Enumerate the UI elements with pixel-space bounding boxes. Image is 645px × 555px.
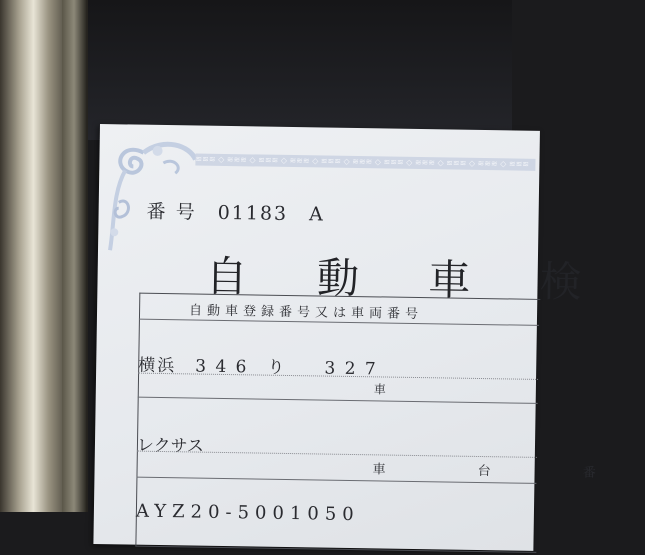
inspection-certificate xyxy=(93,124,640,551)
security-pattern-band: ≋≋≋ ◇ ≋≋≋ ◇ ≋≋≋ ◇ ≋≋≋ ◇ ≋≋≋ ◇ ≋≋≋ ◇ ≋≋≋ ◇ ≋≋≋ ◇ ≋≋≋ ◇ ≋≋≋ ◇ ≋≋≋ xyxy=(195,154,535,171)
registration-number-header: 自動車登録番号又は車両番号 xyxy=(188,303,424,323)
metal-frame-edge xyxy=(62,0,86,512)
car-label: 車 xyxy=(373,382,386,397)
dark-background xyxy=(88,0,512,140)
chassis-number-label: 車 台 番 xyxy=(372,462,640,482)
serial-number: 番 号 01183 A xyxy=(146,200,325,226)
metal-frame xyxy=(0,0,88,512)
ornament-decoration xyxy=(102,132,200,253)
certificate-title: 自 動 車 検 xyxy=(205,251,611,308)
license-plate-value: 横浜 3 4 6 り 3 2 7 xyxy=(138,355,378,380)
vehicle-model-name: レクサス xyxy=(136,435,205,457)
chassis-number-value: AYZ20-5001050 xyxy=(135,500,360,526)
